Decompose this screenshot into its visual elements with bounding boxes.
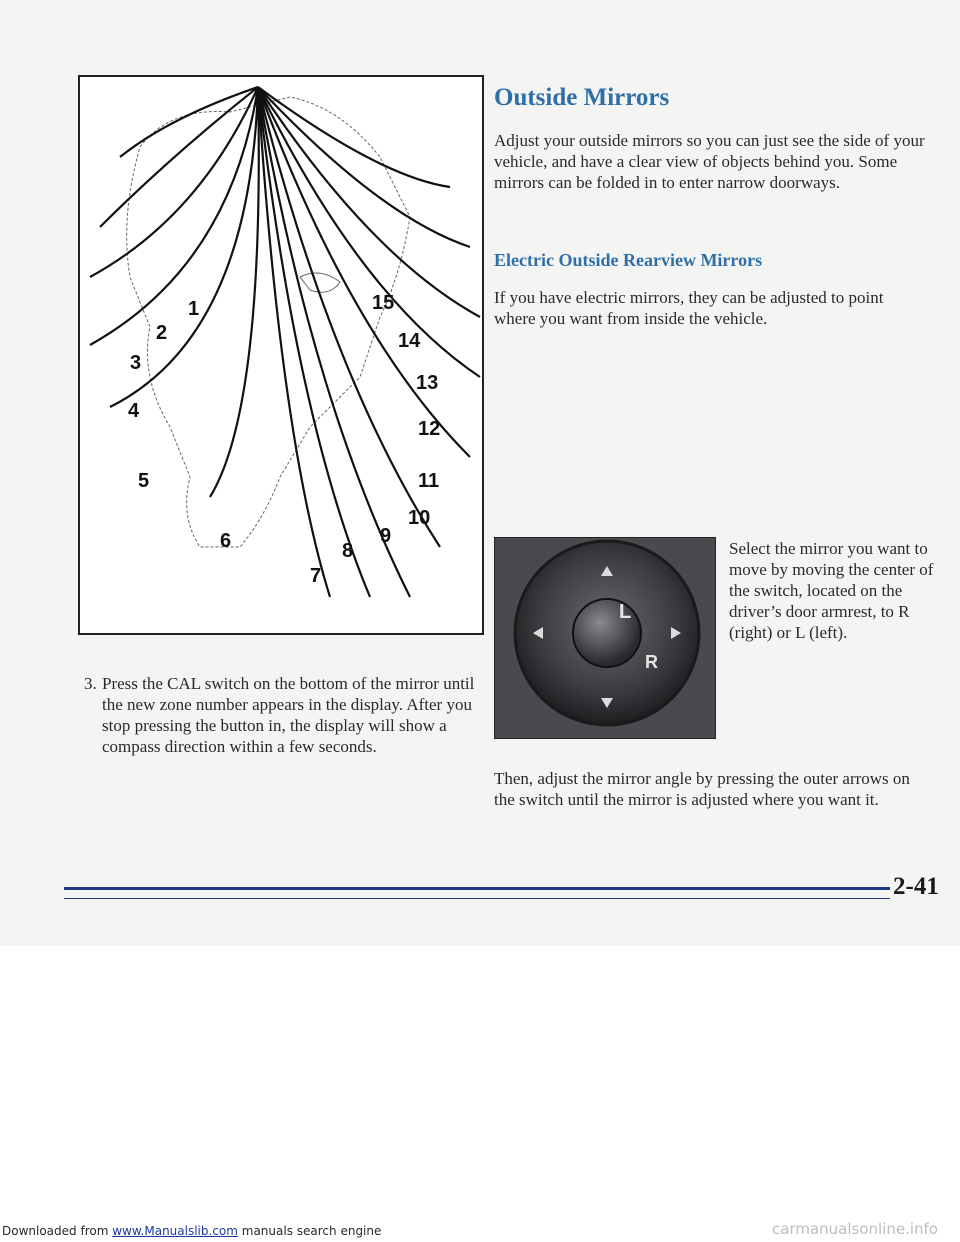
zone-label-1: 1 (188, 298, 200, 320)
zone-map-svg (80, 77, 482, 633)
zone-label-3: 3 (130, 352, 142, 374)
zone-label-13: 13 (416, 372, 439, 394)
zone-label-11: 11 (418, 470, 440, 492)
intro-paragraph: Adjust your outside mirrors so you can just see the side of your vehicle, and have a clear view of objects behind you. Some mirrors can be folded in to enter narrow doorways. (494, 131, 925, 192)
footer-suffix: manuals search engine (237, 1224, 382, 1238)
zone-label-12: 12 (418, 418, 441, 440)
lakes-outline (300, 273, 340, 292)
page-number: 2-41 (893, 873, 939, 900)
zone-label-5: 5 (138, 470, 150, 492)
manualslib-link[interactable]: www.Manualslib.com (112, 1224, 238, 1238)
step-3 (84, 673, 484, 757)
zone-label-6: 6 (220, 530, 232, 552)
section-title: Outside Mirrors (494, 84, 670, 111)
mirror-switch-photo (494, 537, 716, 739)
zone-label-14: 14 (398, 330, 421, 352)
zone-label-8: 8 (342, 540, 354, 562)
step-text: Press the CAL switch on the bottom of the mirror until the new zone number appears in the display. After you stop pressing the button in, the display will show a compass direction within a few seconds. (102, 674, 475, 756)
footer-rule-thin (64, 898, 890, 899)
step-number: 3. (84, 674, 97, 693)
download-footer (2, 1220, 938, 1238)
watermark-text: carmanualsonline.info (772, 1220, 938, 1238)
electric-mirrors-paragraph: If you have electric mirrors, they can be adjusted to point where you want from inside the vehicle. (494, 288, 884, 328)
compass-zone-map (78, 75, 484, 635)
zone-label-2: 2 (156, 322, 168, 344)
subsection-title: Electric Outside Rearview Mirrors (494, 250, 763, 270)
zone-label-10: 10 (408, 507, 431, 529)
zone-label-7: 7 (310, 565, 322, 587)
footer-prefix: Downloaded from (2, 1224, 113, 1238)
select-mirror-paragraph: Select the mirror you want to move by moving the center of the switch, located on the driver’s door armrest, to R (right) or L (left). (729, 539, 934, 642)
footer-rule-thick (64, 887, 890, 890)
zone-label-9: 9 (380, 525, 392, 547)
switch-label-r: R (645, 652, 658, 672)
zone-label-4: 4 (128, 400, 140, 422)
zone-label-15: 15 (372, 292, 395, 314)
mirror-switch-svg (495, 538, 715, 738)
adjust-angle-paragraph: Then, adjust the mirror angle by pressing the outer arrows on the switch until the mirror is adjusted where you want it. (494, 769, 910, 809)
switch-label-l: L (619, 601, 632, 623)
